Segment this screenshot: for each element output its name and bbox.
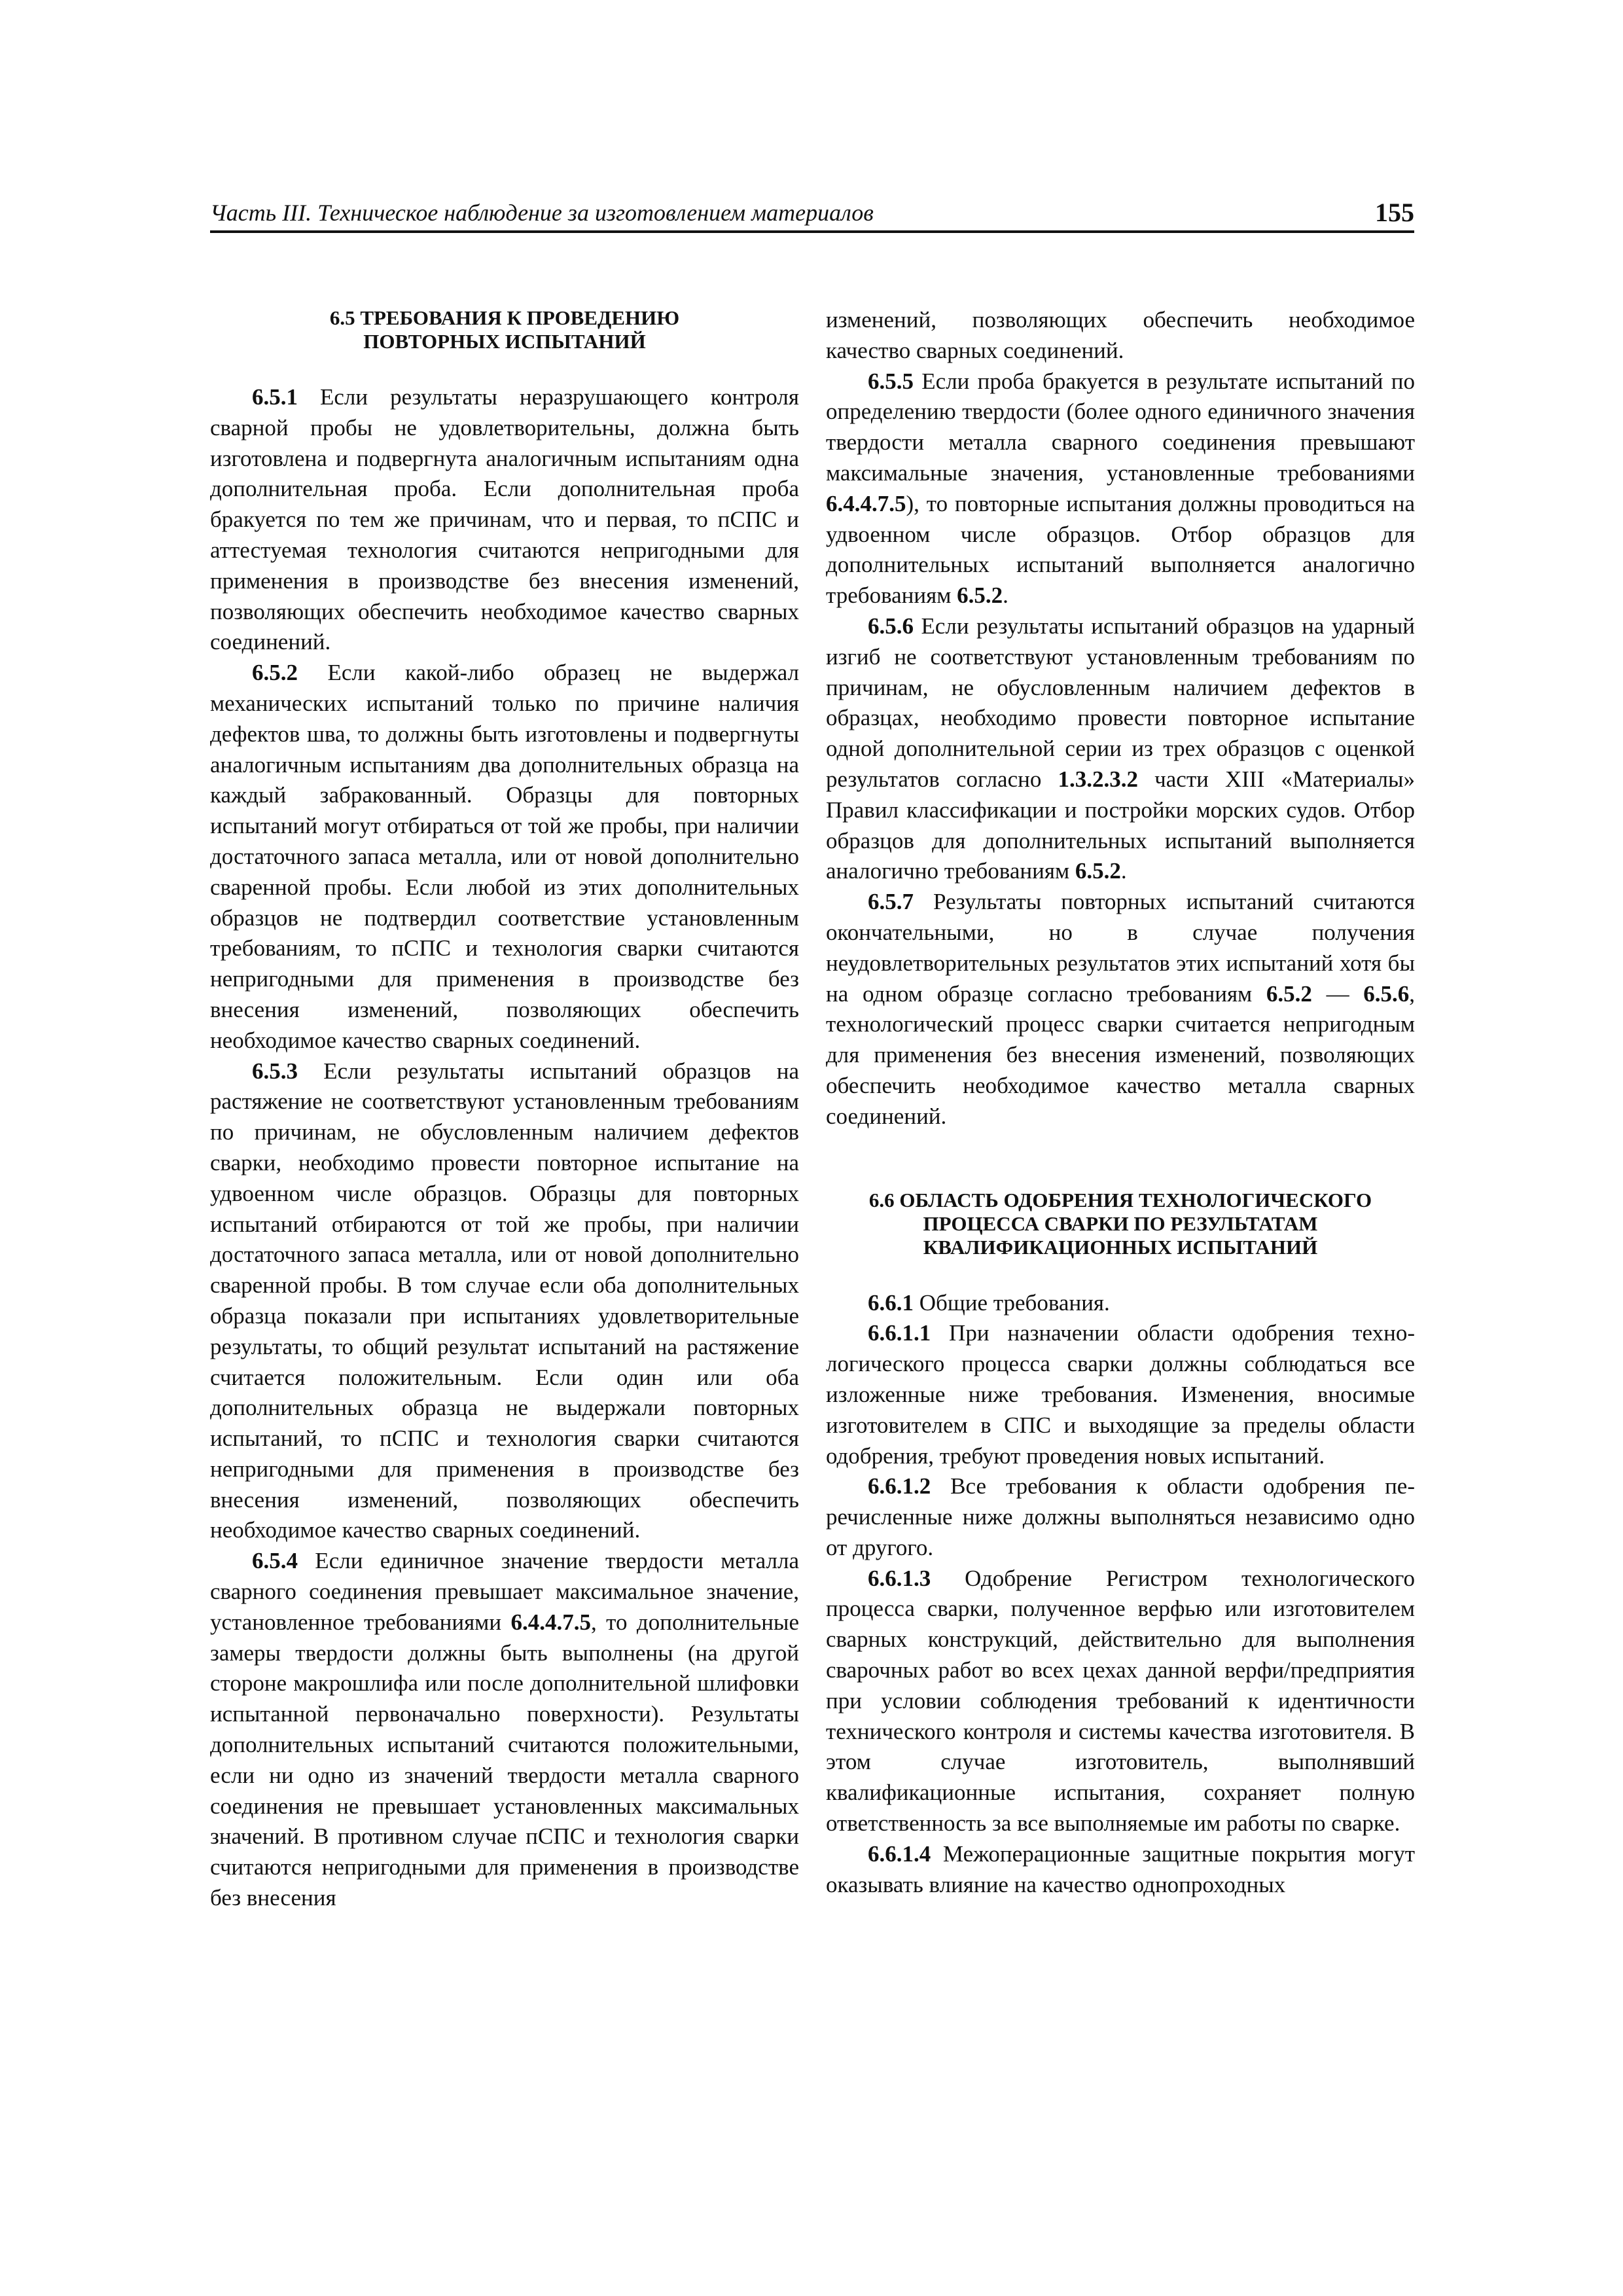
clause-number: 6.5.4 [252, 1548, 298, 1574]
clause-reference: 6.4.4.7.5 [826, 490, 906, 516]
paragraph-text: Если результаты неразрушающего контроля сварной пробы не удовлетворительны, должна быть изготовлена и подвергнута аналогичным испытаниям одна дополнительная проба. Если дополнительная проба бракуется по тем же причинам, что и первая, то пСПС и аттестуемая технология считаются непригодными для применения в производстве без внесения изменений, позволяющих обеспечить необходимое качество сварных соединений. [210, 384, 799, 655]
running-header [210, 198, 1414, 233]
paragraph-6-6-1 [826, 1288, 1415, 1319]
paragraph-text: Если проба бракуется в результате испытаний по определению твердости (более одного единичного значения твердости металла сварного соединения превышают максимальные значения, установленные требованиями [826, 368, 1415, 486]
paragraph-6-6-1-3 [826, 1564, 1415, 1839]
clause-number: 6.6.1.3 [868, 1565, 931, 1591]
paragraph-text: ), то повторные испытания должны проводиться на удвоенном числе образцов. Отбор образцов для дополнительных испытаний выполняется аналогично требованиям [826, 490, 1415, 609]
paragraph-6-5-3 [210, 1056, 799, 1547]
right-column [826, 305, 1415, 1900]
header-title: Часть III. Техническое наблюдение за изготовлением материалов [210, 200, 874, 226]
clause-reference: 6.5.2 [1075, 858, 1121, 884]
paragraph-text: Межоперационные защитные покрытия могут оказывать влияние на качество однопроходных [826, 1840, 1415, 1897]
clause-reference: 6.5.2 [1266, 980, 1312, 1007]
left-column [210, 306, 799, 1914]
heading-line: КВАЛИФИКАЦИОННЫХ ИСПЫТАНИЙ [923, 1235, 1318, 1259]
paragraph-text: , то дополнительные замеры твердости должны быть выполнены (на другой стороне макрошлифа или после дополнительной шлифовки испытанной первоначально поверхности). Результаты дополнительных испытаний считаются положительными, если ни одно из значений твердости металла сварного соединения не превышает установленных максимальных значений. В противном случае пСПС и технология сварки считаются непригодными для применения в производстве без внесения [210, 1609, 799, 1911]
clause-reference: 1.3.2.3.2 [1058, 766, 1138, 792]
section-heading-6-6 [826, 1189, 1415, 1259]
section-heading-6-5 [210, 306, 799, 353]
paragraph-6-5-2 [210, 658, 799, 1056]
heading-line: 6.6 ОБЛАСТЬ ОДОБРЕНИЯ ТЕХНОЛОГИЧЕСКОГО [868, 1188, 1372, 1211]
paragraph-6-5-5 [826, 367, 1415, 611]
paragraph-text: Если единичное значение твердости металла сварного соединения превышает максимальное значение, установленное требованиями [210, 1548, 799, 1635]
clause-number: 6.5.6 [868, 613, 914, 639]
clause-reference: 6.5.2 [957, 583, 1003, 609]
paragraph-6-5-6 [826, 611, 1415, 887]
paragraph-text: Если результаты испытаний образцов на ударный изгиб не соответствуют установленным требованиям по причинам, не обусловленным наличием дефектов в образцах, необходимо провести повторное испытание одной дополнительной серии из трех образцов с оценкой результатов согласно [826, 613, 1415, 792]
paragraph-text: Результаты повторных испытаний считаются окончательными, но в случае получения неудовлетворительных результатов этих испытаний хотя бы на одном образце согласно требованиям [826, 889, 1415, 1007]
clause-number: 6.5.2 [252, 660, 298, 686]
paragraph-text: части XIII «Материалы» Правил классификации и постройки морских судов. Отбор образцов для дополнительных испытаний выполняется аналогично требованиям [826, 766, 1416, 884]
paragraph-6-5-7 [826, 887, 1415, 1132]
page-number: 155 [1375, 198, 1414, 227]
clause-number: 6.5.7 [868, 889, 914, 915]
paragraph-text: Если какой-либо образец не выдержал механических испытаний только по причине наличия дефектов шва, то должны быть изготовлены и подвергнуты аналогичным испытаниям два дополнительных образца на каждый забракованный. Образцы для повторных испытаний могут отбираться от той же пробы, при наличии достаточного запаса металла, или от новой дополнительно сваренной пробы. Если любой из этих дополнительных образцов не подтвердил соответствие установленным требованиям, то пСПС и технология сварки считаются непригодными для применения в производстве без внесения изменений, позволяющих обеспечить необходимое качество сварных соединений. [210, 660, 799, 1053]
clause-number: 6.5.1 [252, 384, 298, 410]
clause-reference: 6.5.6 [1363, 980, 1410, 1007]
heading-line: 6.5 ТРЕБОВАНИЯ К ПРОВЕДЕНИЮ [329, 306, 680, 329]
paragraph-6-6-1-4 [826, 1839, 1415, 1901]
paragraph-text: Общие требования. [914, 1289, 1110, 1316]
paragraph-text: , технологический процесс сварки считается непригодным для применения без внесения изменений, позволяющих обеспечить необходимое качество металла сварных соединений. [826, 980, 1416, 1129]
paragraph-text: Если результаты испытаний образцов на растяжение не соответствуют установленным требованиям по причинам, не обусловленным наличием дефектов сварки, необходимо провести повторное испытание на удвоенном числе образцов. Образцы для повторных испытаний отбираются от той же пробы, при наличии достаточного запаса металла, или от новой дополнительно сваренной пробы. В том случае если оба дополнительных образца показали при испытаниях удовлетворительные результаты, то общий результат испытаний на растяжение считается положительным. Если один или оба дополнительных образца не выдержали повторных испытаний, то пСПС и технология сварки считаются непригодными для применения в производстве без внесения изменений, позволяющих обеспечить необходимое качество сварных соединений. [210, 1058, 799, 1543]
paragraph-text: . [1120, 858, 1127, 884]
heading-line: ПОВТОРНЫХ ИСПЫТАНИЙ [363, 330, 646, 353]
paragraph-text: При назначении области одобрения технологического процесса сварки должны соблюдаться все изложенные ниже требования. Изменения, вносимые изготовителем в СПС и выходящие за пределы области одобрения, требуют проведения новых испытаний. [826, 1320, 1415, 1469]
paragraph-text: Все требования к области одобрения перечисленные ниже должны выполняться независимо одно от другого. [826, 1473, 1415, 1560]
clause-number: 6.5.3 [252, 1058, 298, 1084]
paragraph-6-6-1-2 [826, 1471, 1415, 1563]
paragraph-text: — [1311, 980, 1364, 1007]
paragraph-6-6-1-1 [826, 1318, 1415, 1471]
paragraph-text: . [1003, 583, 1008, 609]
paragraph-text: Одобрение Регистром технологического процесса сварки, полученное верфью или изготовителем сварных конструкций, действительно для выполнения сварочных работ во всех цехах данной верфи/предприятия при условии соблюдения требований к идентичности технического контроля и системы качества изготовителя. В этом случае изготовитель, выполнявший квалификационные испытания, сохраняет полную ответственность за все выполняемые им работы по сварке. [826, 1565, 1415, 1837]
paragraph-6-5-4 [210, 1546, 799, 1914]
clause-number: 6.6.1.1 [868, 1320, 931, 1346]
paragraph-continuation: изменений, позволяющих обеспечить необходимое качество сварных соединений. [826, 307, 1415, 363]
clause-reference: 6.4.4.7.5 [510, 1609, 591, 1635]
paragraph-6-5-1 [210, 382, 799, 658]
clause-number: 6.6.1 [868, 1289, 914, 1316]
clause-number: 6.5.5 [868, 368, 914, 394]
clause-number: 6.6.1.4 [868, 1840, 931, 1867]
clause-number: 6.6.1.2 [868, 1473, 931, 1499]
heading-line: ПРОЦЕССА СВАРКИ ПО РЕЗУЛЬТАТАМ [923, 1211, 1318, 1235]
